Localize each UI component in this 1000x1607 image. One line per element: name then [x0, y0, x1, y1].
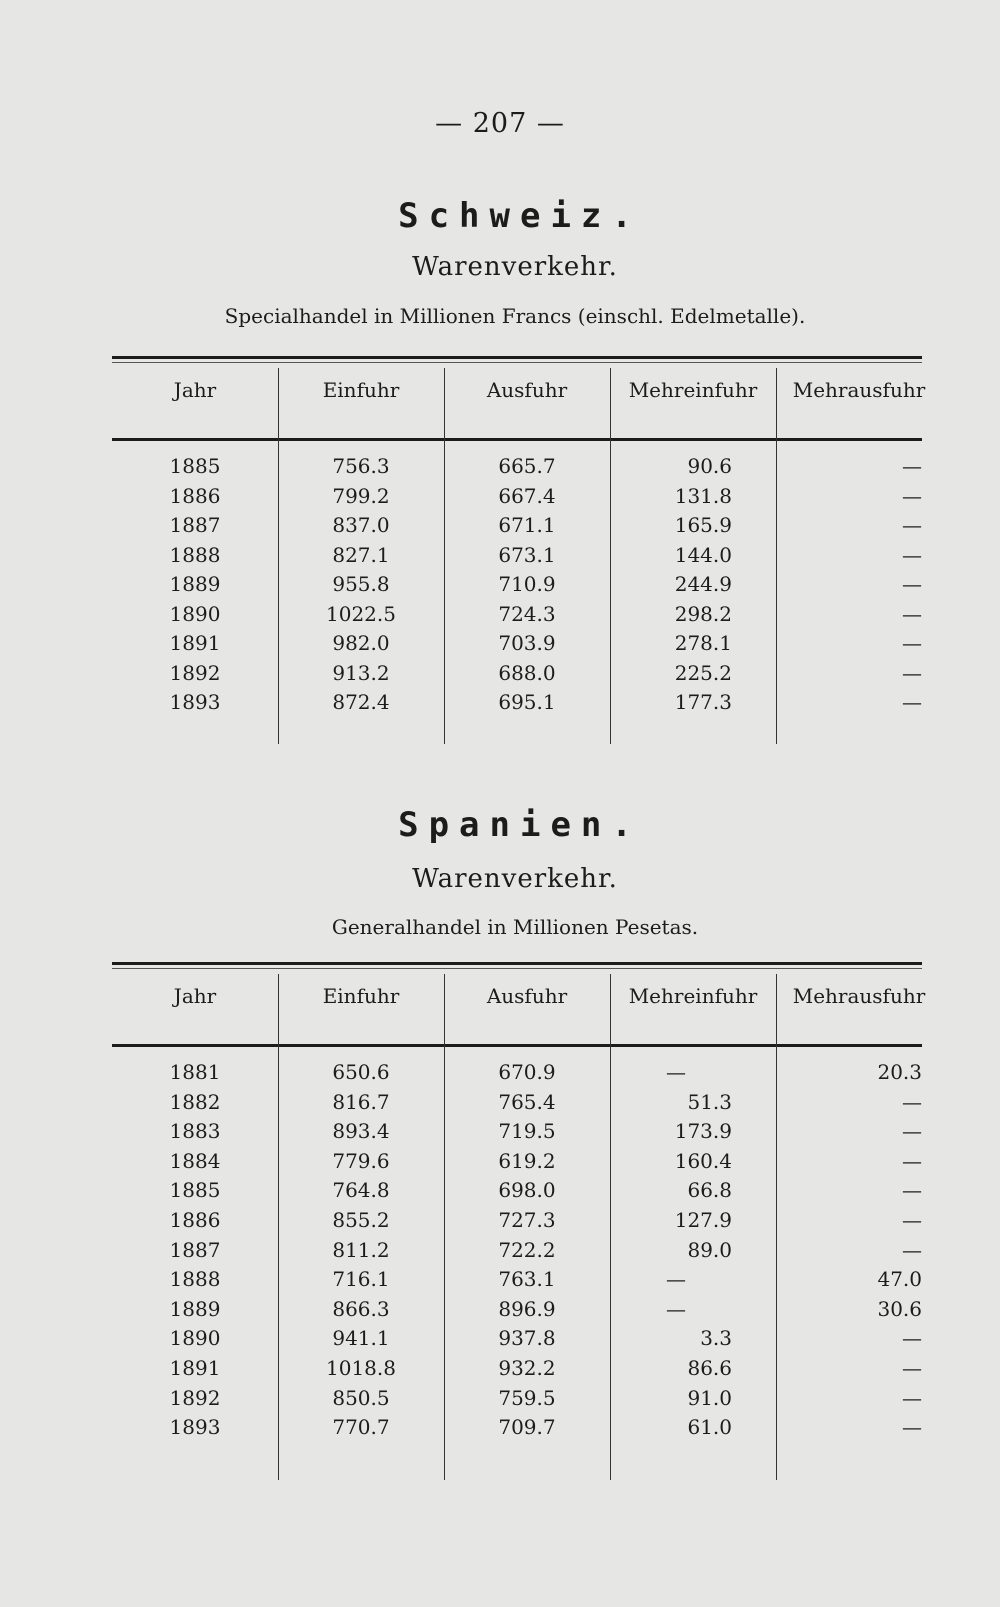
table-cell-year: 1883 [169, 1119, 221, 1144]
table-cell-mehrausfuhr: — [902, 1208, 922, 1232]
column-header-mehrausfuhr: Mehrausfuhr [792, 984, 926, 1008]
table-spanien [112, 962, 926, 1482]
table-cell-ausfuhr: 688.0 [498, 660, 556, 685]
table-cell-year: 1890 [169, 1326, 221, 1351]
table-cell-year: 1886 [169, 1208, 221, 1232]
table-cell-year: 1881 [169, 1060, 221, 1084]
table-cell-einfuhr: 770.7 [332, 1415, 390, 1440]
table-cell-einfuhr: 982.0 [332, 631, 390, 655]
table-cell-mehrausfuhr: — [902, 483, 922, 508]
column-divider [278, 368, 279, 744]
table-cell-einfuhr: 779.6 [332, 1148, 390, 1173]
column-divider [610, 368, 611, 744]
table-cell-ausfuhr: 759.5 [498, 1385, 556, 1410]
table-cell-ausfuhr: 710.9 [498, 572, 556, 596]
table-header-rule [112, 438, 922, 441]
table-cell-year: 1889 [169, 1296, 221, 1321]
table-cell-einfuhr: 827.1 [332, 542, 390, 567]
table-cell-einfuhr: 913.2 [332, 660, 390, 685]
table-cell-year: 1892 [169, 1385, 221, 1410]
column-header-year: Jahr [173, 378, 217, 402]
table-cell-einfuhr: 764.8 [332, 1178, 390, 1203]
table-cell-mehreinfuhr: 89.0 [687, 1237, 732, 1262]
table-cell-mehreinfuhr: 131.8 [674, 483, 732, 508]
table-cell-mehrausfuhr: — [902, 1178, 922, 1203]
section-subtitle-spanien: Warenverkehr. [412, 864, 618, 894]
table-cell-year: 1891 [169, 1356, 221, 1380]
table-cell-ausfuhr: 667.4 [498, 483, 556, 508]
table-cell-mehreinfuhr: 225.2 [674, 660, 732, 685]
table-cell-year: 1893 [169, 1415, 221, 1440]
table-cell-mehreinfuhr: 160.4 [674, 1148, 732, 1173]
table-cell-mehreinfuhr: 278.1 [674, 631, 732, 655]
table-top-rule-thin [112, 362, 922, 363]
table-cell-mehrausfuhr: 20.3 [877, 1060, 922, 1084]
table-cell-mehreinfuhr: 61.0 [687, 1415, 732, 1440]
table-cell-einfuhr: 1022.5 [326, 601, 396, 626]
table-cell-mehrausfuhr: — [902, 601, 922, 626]
column-header-einfuhr: Einfuhr [322, 378, 400, 402]
table-cell-einfuhr: 1018.8 [326, 1356, 396, 1380]
table-cell-einfuhr: 855.2 [332, 1208, 390, 1232]
table-cell-ausfuhr: 932.2 [498, 1356, 556, 1380]
table-cell-year: 1887 [169, 1237, 221, 1262]
table-cell-year: 1884 [169, 1148, 221, 1173]
table-cell-ausfuhr: 665.7 [498, 454, 556, 478]
table-top-rule [112, 962, 922, 965]
column-divider [776, 368, 777, 744]
section-caption-spanien: Generalhandel in Millionen Pesetas. [331, 915, 699, 939]
column-divider [444, 974, 445, 1480]
table-cell-year: 1887 [169, 513, 221, 537]
table-cell-mehrausfuhr: — [902, 513, 922, 537]
table-cell-ausfuhr: 619.2 [498, 1148, 556, 1173]
table-cell-year: 1890 [169, 601, 221, 626]
table-cell-einfuhr: 872.4 [332, 690, 390, 714]
section-title-spanien: Spanien. [398, 805, 642, 845]
table-cell-mehrausfuhr: — [902, 1415, 922, 1440]
table-cell-year: 1891 [169, 631, 221, 655]
table-header-rule [112, 1044, 922, 1047]
table-cell-mehreinfuhr: 91.0 [687, 1385, 732, 1410]
table-cell-einfuhr: 850.5 [332, 1385, 390, 1410]
table-cell-year: 1882 [169, 1089, 221, 1114]
table-cell-einfuhr: 955.8 [332, 572, 390, 596]
table-cell-einfuhr: 816.7 [332, 1089, 390, 1114]
table-cell-mehreinfuhr: 127.9 [674, 1208, 732, 1232]
table-cell-ausfuhr: 719.5 [498, 1119, 556, 1144]
table-top-rule [112, 356, 922, 359]
table-cell-mehreinfuhr: 244.9 [674, 572, 732, 596]
table-cell-mehrausfuhr: 30.6 [877, 1296, 922, 1321]
column-divider [610, 974, 611, 1480]
table-cell-ausfuhr: 709.7 [498, 1415, 556, 1440]
table-cell-year: 1892 [169, 660, 221, 685]
table-cell-mehrausfuhr: — [902, 690, 922, 714]
section-title-schweiz: Schweiz. [398, 196, 642, 236]
column-header-ausfuhr: Ausfuhr [486, 378, 568, 402]
column-divider [278, 974, 279, 1480]
table-cell-ausfuhr: 763.1 [498, 1267, 556, 1292]
table-cell-ausfuhr: 896.9 [498, 1296, 556, 1321]
table-cell-mehrausfuhr: — [902, 1385, 922, 1410]
table-cell-einfuhr: 811.2 [332, 1237, 390, 1262]
column-header-year: Jahr [173, 984, 217, 1008]
table-cell-ausfuhr: 695.1 [498, 690, 556, 714]
table-cell-year: 1885 [169, 1178, 221, 1203]
table-cell-year: 1888 [169, 1267, 221, 1292]
table-cell-mehreinfuhr: 298.2 [674, 601, 732, 626]
column-header-ausfuhr: Ausfuhr [486, 984, 568, 1008]
table-cell-mehrausfuhr: — [902, 631, 922, 655]
table-cell-year: 1888 [169, 542, 221, 567]
table-cell-ausfuhr: 671.1 [498, 513, 556, 537]
table-cell-mehrausfuhr: — [902, 660, 922, 685]
table-cell-ausfuhr: 703.9 [498, 631, 556, 655]
column-header-mehrausfuhr: Mehrausfuhr [792, 378, 926, 402]
table-cell-mehreinfuhr: 66.8 [687, 1178, 732, 1203]
table-cell-mehrausfuhr: — [902, 1119, 922, 1144]
table-cell-mehreinfuhr: 51.3 [687, 1089, 732, 1114]
table-cell-mehreinfuhr: 90.6 [687, 454, 732, 478]
table-cell-mehrausfuhr: — [902, 1089, 922, 1114]
table-cell-einfuhr: 866.3 [332, 1296, 390, 1321]
table-cell-mehrausfuhr: — [902, 542, 922, 567]
table-cell-mehreinfuhr: 177.3 [674, 690, 732, 714]
table-cell-year: 1893 [169, 690, 221, 714]
page-number: — 207 — [435, 108, 565, 139]
column-header-mehreinfuhr: Mehreinfuhr [628, 378, 758, 402]
table-cell-year: 1889 [169, 572, 221, 596]
column-header-einfuhr: Einfuhr [322, 984, 400, 1008]
table-schweiz [112, 356, 926, 746]
section-caption-schweiz: Specialhandel in Millionen Francs (einschl. Edelmetalle). [224, 304, 806, 328]
table-cell-mehreinfuhr: 3.3 [700, 1326, 732, 1351]
table-cell-year: 1886 [169, 483, 221, 508]
column-divider [444, 368, 445, 744]
table-cell-mehreinfuhr: 165.9 [674, 513, 732, 537]
table-cell-ausfuhr: 724.3 [498, 601, 556, 626]
table-cell-einfuhr: 716.1 [332, 1267, 390, 1292]
table-cell-ausfuhr: 670.9 [498, 1060, 556, 1084]
table-cell-mehreinfuhr: 86.6 [687, 1356, 732, 1380]
table-cell-einfuhr: 893.4 [332, 1119, 390, 1144]
table-cell-einfuhr: 799.2 [332, 483, 390, 508]
section-subtitle-schweiz: Warenverkehr. [412, 252, 618, 282]
column-divider [776, 974, 777, 1480]
table-cell-mehrausfuhr: 47.0 [877, 1267, 922, 1292]
table-cell-ausfuhr: 722.2 [498, 1237, 556, 1262]
table-cell-mehrausfuhr: — [902, 454, 922, 478]
table-cell-mehrausfuhr: — [902, 1148, 922, 1173]
table-cell-mehrausfuhr: — [902, 572, 922, 596]
table-cell-einfuhr: 837.0 [332, 513, 390, 537]
table-cell-mehrausfuhr: — [902, 1326, 922, 1351]
table-cell-einfuhr: 650.6 [332, 1060, 390, 1084]
table-cell-mehreinfuhr: 144.0 [674, 542, 732, 567]
table-cell-einfuhr: 941.1 [332, 1326, 390, 1351]
table-cell-ausfuhr: 698.0 [498, 1178, 556, 1203]
table-cell-mehrausfuhr: — [902, 1237, 922, 1262]
table-cell-mehreinfuhr: — [666, 1296, 686, 1321]
table-top-rule-thin [112, 968, 922, 969]
table-cell-year: 1885 [169, 454, 221, 478]
table-cell-mehreinfuhr: — [666, 1060, 686, 1084]
table-cell-mehreinfuhr: 173.9 [674, 1119, 732, 1144]
table-cell-ausfuhr: 673.1 [498, 542, 556, 567]
table-cell-mehrausfuhr: — [902, 1356, 922, 1380]
table-cell-mehreinfuhr: — [666, 1267, 686, 1292]
table-cell-einfuhr: 756.3 [332, 454, 390, 478]
table-cell-ausfuhr: 727.3 [498, 1208, 556, 1232]
column-header-mehreinfuhr: Mehreinfuhr [628, 984, 758, 1008]
table-cell-ausfuhr: 937.8 [498, 1326, 556, 1351]
table-cell-ausfuhr: 765.4 [498, 1089, 556, 1114]
